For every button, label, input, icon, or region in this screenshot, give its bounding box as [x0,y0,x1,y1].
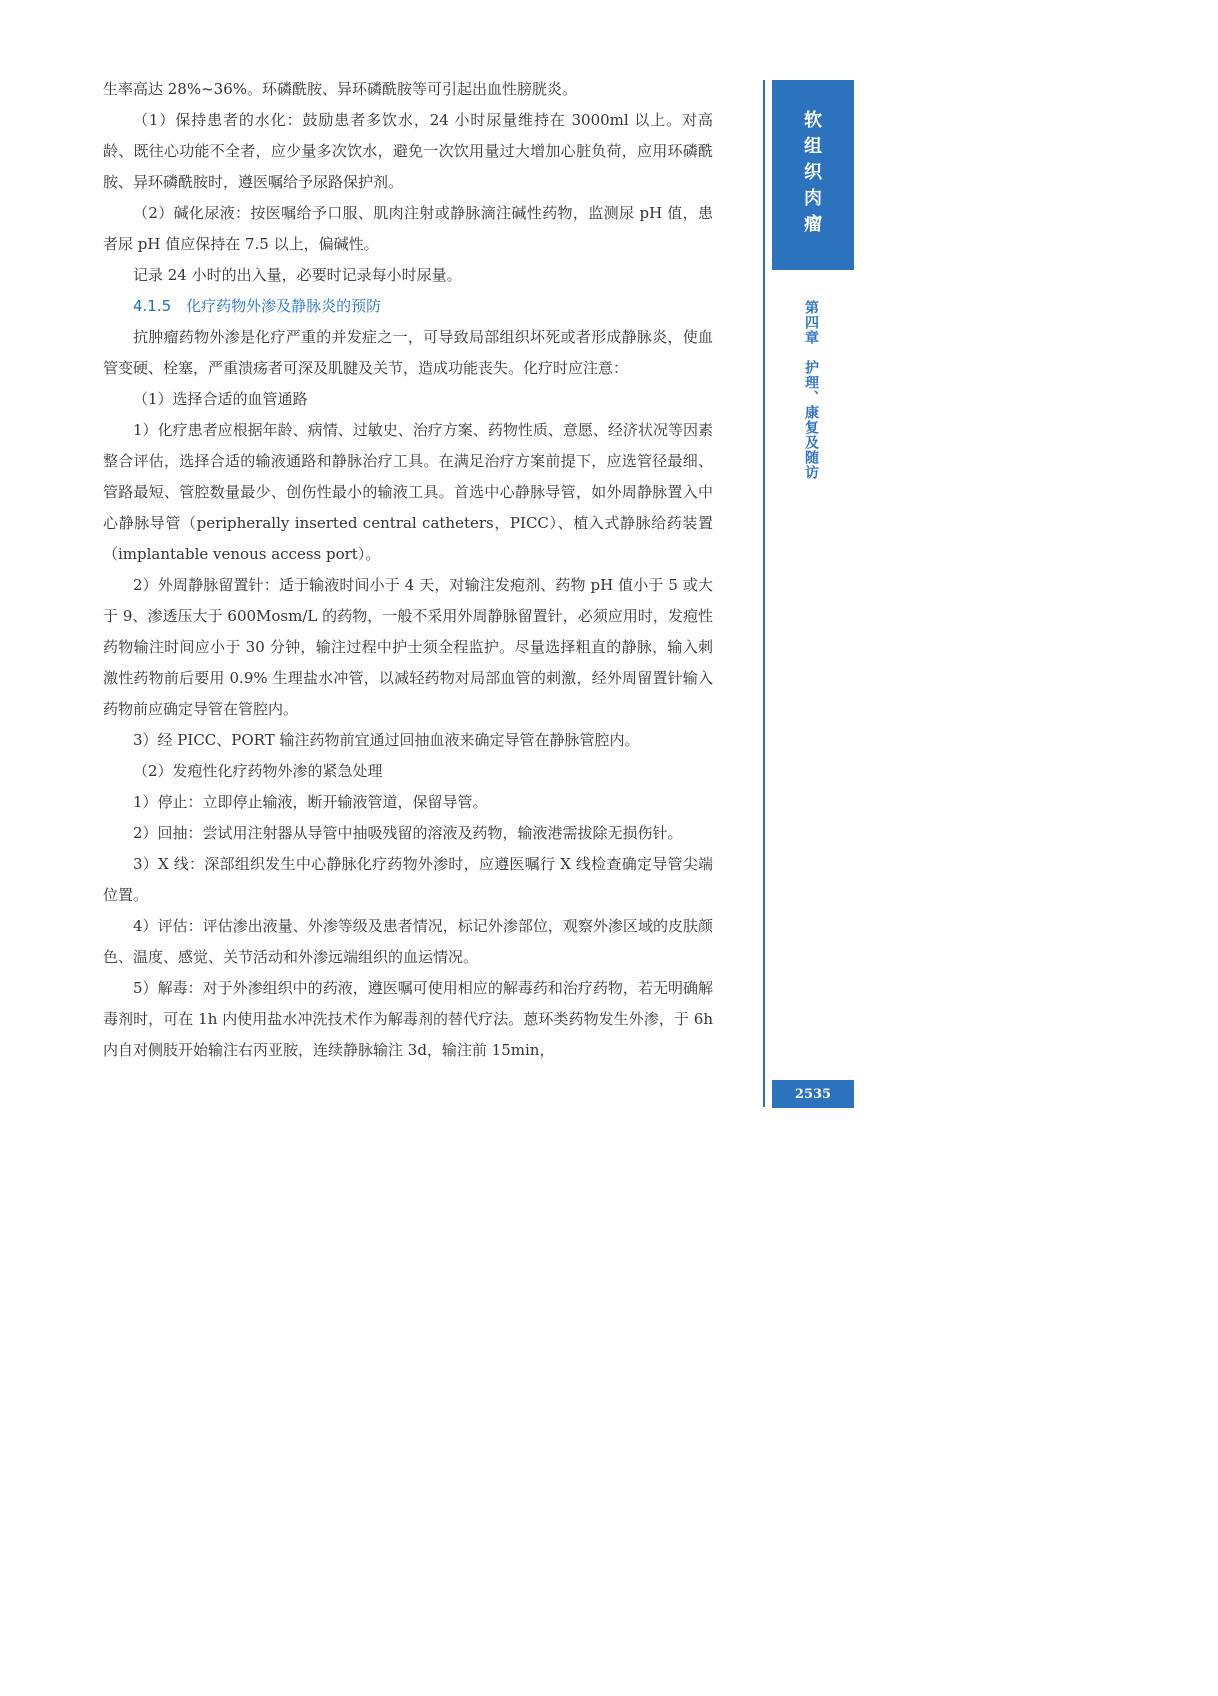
book-title [772,108,854,238]
book-title-char: 组 [804,136,822,157]
book-title-char: 瘤 [804,214,822,235]
paragraph: 1）化疗患者应根据年龄、病情、过敏史、治疗方案、药物性质、意愿、经济状况等因素整合评估，选择合适的输液通路和静脉治疗工具。在满足治疗方案前提下，应选管径最细、管路最短、管腔数量最少、创伤性最小的输液工具。首选中心静脉导管，如外周静脉置入中心静脉导管（peripherally inserted central catheters，PICC）、植入式静脉给药装置（implantable venous access port）。 [103,421,713,563]
paragraph: （2）碱化尿液：按医嘱给予口服、肌肉注射或静脉滴注碱性药物，监测尿 pH 值，患者尿 pH 值应保持在 7.5 以上，偏碱性。 [103,204,713,253]
paragraph: 2）外周静脉留置针：适于输液时间小于 4 天，对输注发疱剂、药物 pH 值小于 5 或大于 9、渗透压大于 600Mosm/L 的药物，一般不采用外周静脉留置针，必须应用时，发疱性药物输注时间应小于 30 分钟，输注过程中护士须全程监护。尽量选择粗直的静脉，输入刺激性药物前后要用 0.9% 生理盐水冲管，以减轻药物对局部血管的刺激，经外周留置针输入药物前应确定导管在管腔内。 [103,576,713,718]
paragraph: （2）发疱性化疗药物外渗的紧急处理 [133,762,383,780]
chapter-label: 第四章 护理、康复及随访 [803,300,819,480]
section-heading: 4.1.5 化疗药物外渗及静脉炎的预防 [133,297,382,315]
body-text [103,74,713,1066]
paragraph: 生率高达 28%~36%。环磷酰胺、异环磷酰胺等可引起出血性膀胱炎。 [103,80,578,98]
margin-divider [763,80,765,1107]
paragraph: 3）X 线：深部组织发生中心静脉化疗药物外渗时，应遵医嘱行 X 线检查确定导管尖端位置。 [103,855,713,904]
paragraph: 1）停止：立即停止输液，断开输液管道，保留导管。 [133,793,488,811]
paragraph: 记录 24 小时的出入量，必要时记录每小时尿量。 [133,266,462,284]
book-title-tab [772,80,854,270]
book-title-char: 织 [804,162,822,183]
paragraph: （1）选择合适的血管通路 [133,390,308,408]
paragraph: 2）回抽：尝试用注射器从导管中抽吸残留的溶液及药物，输液港需拔除无损伤针。 [133,824,683,842]
paragraph: 3）经 PICC、PORT 输注药物前宜通过回抽血液来确定导管在静脉管腔内。 [133,731,640,749]
paragraph: 5）解毒：对于外渗组织中的药液，遵医嘱可使用相应的解毒药和治疗药物，若无明确解毒剂时，可在 1h 内使用盐水冲洗技术作为解毒剂的替代疗法。蒽环类药物发生外渗，于 6h 内自对侧肢开始输注右丙亚胺，连续静脉输注 3d，输注前 15min， [103,979,713,1059]
paragraph: 抗肿瘤药物外渗是化疗严重的并发症之一，可导致局部组织坏死或者形成静脉炎，使血管变硬、栓塞，严重溃疡者可深及肌腱及关节，造成功能丧失。化疗时应注意： [103,328,713,377]
paragraph: （1）保持患者的水化：鼓励患者多饮水，24 小时尿量维持在 3000ml 以上。对高龄、既往心功能不全者，应少量多次饮水，避免一次饮用量过大增加心脏负荷，应用环磷酰胺、异环磷酰胺时，遵医嘱给予尿路保护剂。 [103,111,713,191]
paragraph: 4）评估：评估渗出液量、外渗等级及患者情况，标记外渗部位，观察外渗区域的皮肤颜色、温度、感觉、关节活动和外渗远端组织的血运情况。 [103,917,713,966]
book-title-char: 肉 [804,188,822,209]
page-number: 2535 [772,1080,854,1108]
book-title-char: 软 [804,110,822,131]
